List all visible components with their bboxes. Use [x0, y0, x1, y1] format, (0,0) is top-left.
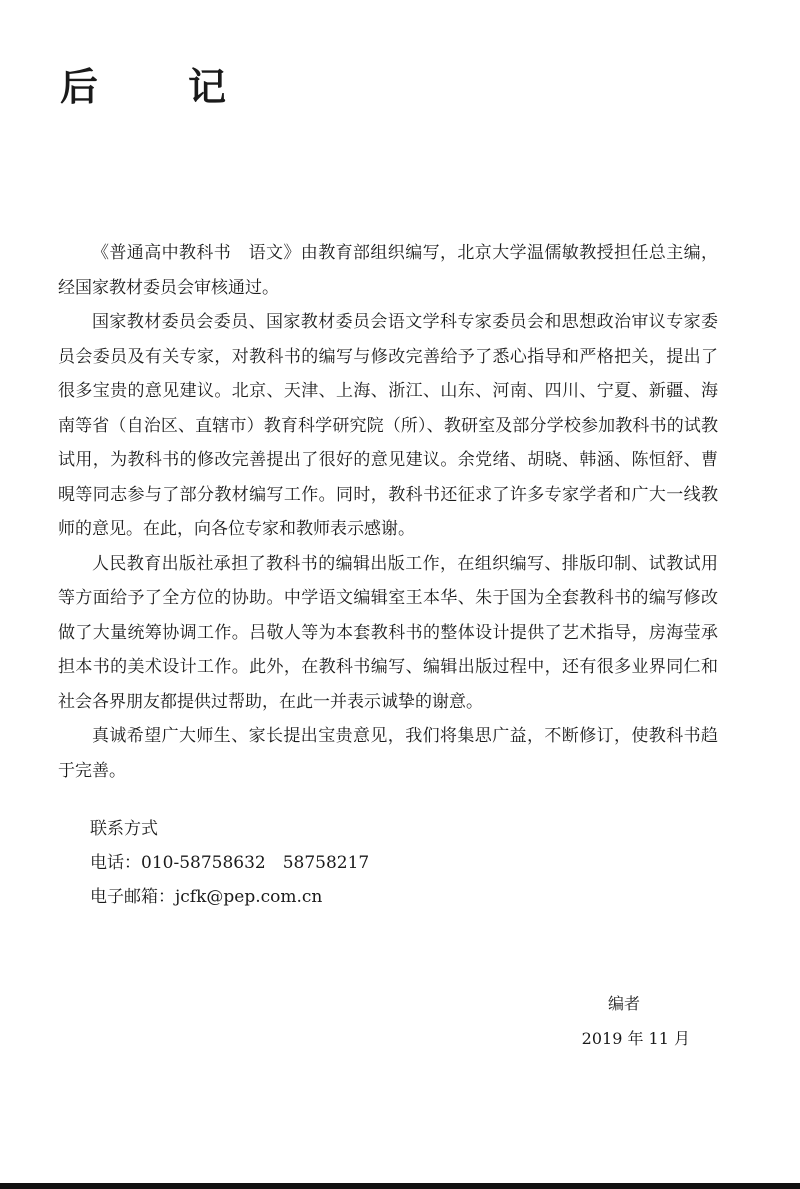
signoff-date: 2019 年 11 月	[581, 1029, 690, 1048]
paragraph-1: 《普通高中教科书 语文》由教育部组织编写，北京大学温儒敏教授担任总主编，经国家教材委员会审核通过。	[58, 243, 718, 298]
afterword-body	[58, 236, 718, 788]
paragraph-4: 真诚希望广大师生、家长提出宝贵意见，我们将集思广益，不断修订，使教科书趋于完善。	[58, 726, 718, 781]
contact-info	[90, 812, 369, 914]
contact-heading: 联系方式	[90, 819, 158, 839]
page-bottom-edge	[0, 1183, 800, 1189]
page-title: 后 记	[60, 65, 253, 109]
paragraph-3: 人民教育出版社承担了教科书的编辑出版工作，在组织编写、排版印制、试教试用等方面给予了全方位的协助。中学语文编辑室王本华、朱于国为全套教科书的编写修改做了大量统筹协调工作。吕敬人等为本套教科书的整体设计提供了艺术指导，房海莹承担本书的美术设计工作。此外，在教科书编写、编辑出版过程中，还有很多业界同仁和社会各界朋友都提供过帮助，在此一并表示诚挚的谢意。	[58, 553, 718, 712]
contact-phone: 电话：010-58758632 58758217	[90, 853, 370, 873]
signoff	[582, 986, 690, 1056]
paragraph-2: 国家教材委员会委员、国家教材委员会语文学科专家委员会和思想政治审议专家委员会委员及有关专家，对教科书的编写与修改完善给予了悉心指导和严格把关，提出了很多宝贵的意见建议。北京、天津、上海、浙江、山东、河南、四川、宁夏、新疆、海南等省（自治区、直辖市）教育科学研究院（所）、教研室及部分学校参加教科书的试教试用，为教科书的修改完善提出了很好的意见建议。余党绪、胡晓、韩涵、陈恒舒、曹晛等同志参与了部分教材编写工作。同时，教科书还征求了许多专家学者和广大一线教师的意见。在此，向各位专家和教师表示感谢。	[58, 312, 718, 539]
contact-email: 电子邮箱：jcfk@pep.com.cn	[90, 887, 323, 907]
signoff-editor: 编者	[607, 994, 640, 1013]
